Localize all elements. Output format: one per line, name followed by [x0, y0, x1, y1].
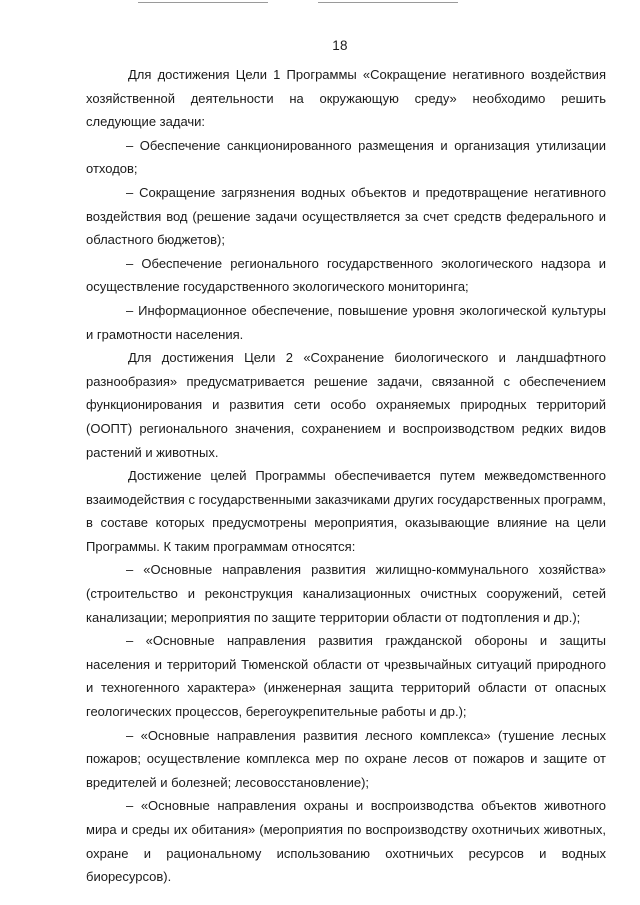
document-body	[86, 63, 606, 889]
paragraph-goal-2: Для достижения Цели 2 «Сохранение биологического и ландшафтного разнообразия» предусматривается решение задачи, связанной с обеспечением функционирования и развития сети особо охраняемых природных территорий (ООПТ) регионального значения, сохранением и воспроизводством редких видов растений и животных.	[86, 350, 606, 460]
list-item-wildlife: – «Основные направления охраны и воспроизводства объектов животного мира и среды их обитания» (мероприятия по воспроизводству охотничьих животных, охране и рациональному использованию охотничьих ресурсов и водных биоресурсов).	[86, 798, 606, 885]
scan-edge-line	[138, 2, 268, 3]
list-item-waste: – Обеспечение санкционированного размещения и организация утилизации отходов;	[86, 137, 606, 177]
list-item-supervision: – Обеспечение регионального государственного экологического надзора и осуществление государственного экологического мониторинга;	[86, 255, 606, 295]
list-item-civil-defense: – «Основные направления развития гражданской обороны и защиты населения и территорий Тюменской области от чрезвычайных ситуаций природного и техногенного характера» (инженерная защита территорий области от опасных геологических процессов, берегоукрепительные работы и др.);	[86, 633, 606, 720]
list-item-water: – Сокращение загрязнения водных объектов и предотвращение негативного воздействия вод (решение задачи осуществляется за счет средств федерального и областного бюджетов);	[86, 184, 606, 248]
paragraph-interaction: Достижение целей Программы обеспечивается путем межведомственного взаимодействия с государственными заказчиками других государственных программ, в составе которых предусмотрены мероприятия, оказывающие влияние на цели Программы. К таким программам относятся:	[86, 468, 606, 554]
scan-edge-line	[318, 2, 458, 3]
list-item-information: – Информационное обеспечение, повышение уровня экологической культуры и грамотности населения.	[86, 302, 606, 342]
list-item-housing: – «Основные направления развития жилищно-коммунального хозяйства» (строительство и реконструкция канализационных очистных сооружений, сетей канализации; мероприятия по защите территории области от подтопления и др.);	[86, 562, 606, 625]
list-item-forestry: – «Основные направления развития лесного комплекса» (тушение лесных пожаров; осуществление комплекса мер по охране лесов от пожаров и защите от вредителей и болезней; лесовосстановление);	[86, 727, 606, 790]
paragraph-goal-1-intro: Для достижения Цели 1 Программы «Сокращение негативного воздействия хозяйственной деятельности на окружающую среду» необходимо решить следующие задачи:	[86, 67, 606, 130]
page-number: 18	[332, 38, 348, 53]
